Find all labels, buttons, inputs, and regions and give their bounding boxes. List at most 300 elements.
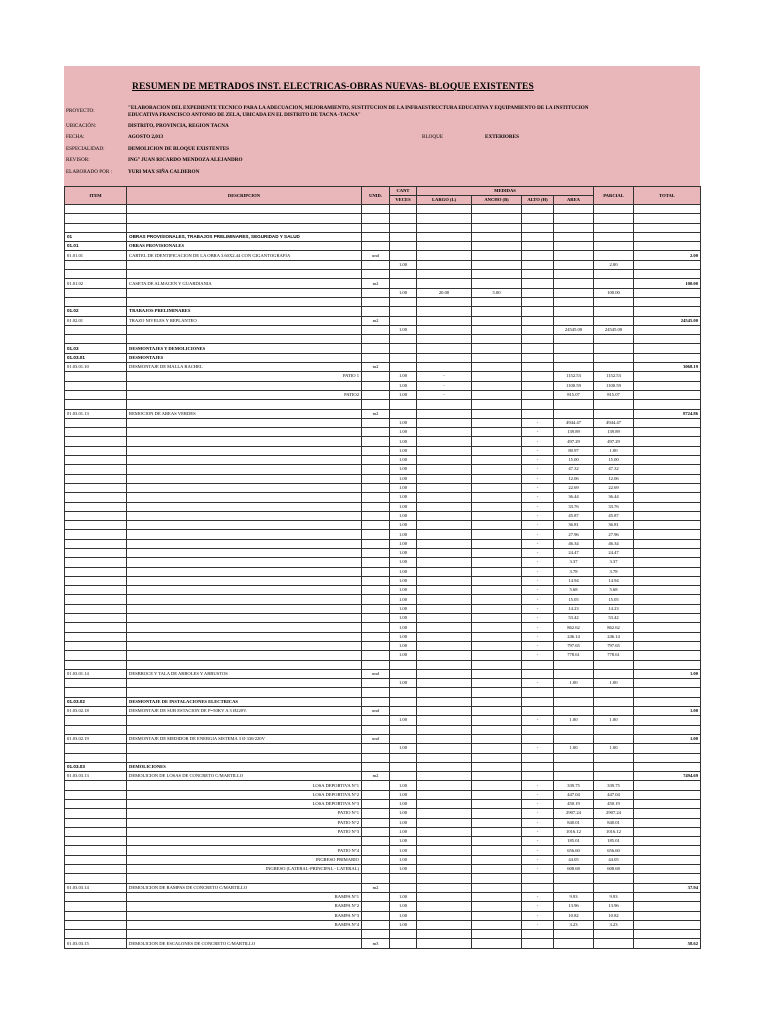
cell-desc bbox=[127, 725, 362, 734]
cell-desc bbox=[127, 270, 362, 279]
cell-alto bbox=[522, 734, 554, 743]
cell-parcial: 9.93 bbox=[594, 892, 634, 901]
cell-largo bbox=[417, 205, 472, 214]
cell-parcial bbox=[594, 251, 634, 260]
cell-veces bbox=[390, 307, 417, 316]
cell-alto bbox=[522, 223, 554, 232]
blank-row bbox=[65, 660, 701, 669]
table-row bbox=[65, 846, 701, 855]
cell-area: 53.42 bbox=[554, 614, 594, 623]
table-row bbox=[65, 456, 701, 465]
cell-desc bbox=[127, 614, 362, 623]
cell-area bbox=[554, 772, 594, 781]
partida-row bbox=[65, 883, 701, 892]
cell-alto bbox=[522, 232, 554, 241]
cell-veces bbox=[390, 409, 417, 418]
table-row bbox=[65, 614, 701, 623]
cell-largo bbox=[417, 353, 472, 362]
cell-veces: 1.00 bbox=[390, 474, 417, 483]
cell-ancho bbox=[472, 604, 522, 613]
cell-ancho bbox=[472, 530, 522, 539]
cell-ancho bbox=[472, 474, 522, 483]
cell-item: 01.03.02 bbox=[65, 697, 127, 706]
cell-total bbox=[634, 335, 701, 344]
cell-veces: 1.00 bbox=[390, 800, 417, 809]
cell-largo bbox=[417, 660, 472, 669]
cell-unid bbox=[362, 400, 390, 409]
cell-total bbox=[634, 846, 701, 855]
cell-alto bbox=[522, 288, 554, 297]
partida-row bbox=[65, 707, 701, 716]
cell-unid bbox=[362, 697, 390, 706]
cell-total bbox=[634, 790, 701, 799]
cell-unid bbox=[362, 567, 390, 576]
section-row bbox=[65, 697, 701, 706]
cell-ancho bbox=[472, 827, 522, 836]
cell-largo bbox=[417, 409, 472, 418]
cell-area: 1.00 bbox=[554, 716, 594, 725]
table-row bbox=[65, 818, 701, 827]
cell-desc bbox=[127, 214, 362, 223]
cell-largo: - bbox=[417, 372, 472, 381]
cell-largo bbox=[417, 734, 472, 743]
cell-area bbox=[554, 660, 594, 669]
document-title: RESUMEN DE METRADOS INST. ELECTRICAS-OBRAS NUEVAS- BLOQUE EXISTENTES bbox=[132, 82, 534, 92]
cell-item bbox=[65, 521, 127, 530]
cell-desc bbox=[127, 660, 362, 669]
cell-veces: 1.00 bbox=[390, 260, 417, 269]
cell-largo bbox=[417, 623, 472, 632]
cell-veces: 1.00 bbox=[390, 521, 417, 530]
cell-parcial: 2907.24 bbox=[594, 809, 634, 818]
cell-area bbox=[554, 930, 594, 939]
column-header-row-1 bbox=[65, 187, 701, 196]
table-row bbox=[65, 716, 701, 725]
cell-unid bbox=[362, 493, 390, 502]
cell-largo bbox=[417, 428, 472, 437]
cell-parcial bbox=[594, 707, 634, 716]
cell-parcial: 53.42 bbox=[594, 614, 634, 623]
cell-largo bbox=[417, 567, 472, 576]
cell-total: 1.00 bbox=[634, 669, 701, 678]
cell-ancho bbox=[472, 697, 522, 706]
cell-alto: - bbox=[522, 428, 554, 437]
cell-alto bbox=[522, 214, 554, 223]
cell-largo bbox=[417, 874, 472, 883]
cell-largo bbox=[417, 614, 472, 623]
table-row bbox=[65, 790, 701, 799]
cell-alto: - bbox=[522, 474, 554, 483]
cell-veces bbox=[390, 279, 417, 288]
cell-unid: m2 bbox=[362, 279, 390, 288]
cell-veces: 1.00 bbox=[390, 502, 417, 511]
cell-alto bbox=[522, 270, 554, 279]
cell-desc bbox=[127, 595, 362, 604]
cell-parcial: 12.06 bbox=[594, 474, 634, 483]
cell-unid bbox=[362, 456, 390, 465]
cell-item bbox=[65, 223, 127, 232]
cell-ancho bbox=[472, 632, 522, 641]
cell-veces: 1.00 bbox=[390, 744, 417, 753]
cell-total bbox=[634, 623, 701, 632]
cell-parcial bbox=[594, 874, 634, 883]
cell-alto bbox=[522, 660, 554, 669]
cell-desc: DESMONTAJES bbox=[127, 353, 362, 362]
cell-desc: CASETA DE ALMACEN Y GUARDIANIA bbox=[127, 279, 362, 288]
table-row bbox=[65, 586, 701, 595]
cell-alto bbox=[522, 372, 554, 381]
cell-item bbox=[65, 827, 127, 836]
cell-desc bbox=[127, 521, 362, 530]
cell-ancho bbox=[472, 679, 522, 688]
cell-item bbox=[65, 428, 127, 437]
cell-ancho bbox=[472, 586, 522, 595]
cell-desc bbox=[127, 418, 362, 427]
table-row bbox=[65, 651, 701, 660]
col-medidas: MEDIDAS bbox=[417, 187, 594, 196]
cell-veces: 1.00 bbox=[390, 790, 417, 799]
table-row bbox=[65, 641, 701, 650]
cell-total: 2.00 bbox=[634, 251, 701, 260]
cell-unid bbox=[362, 827, 390, 836]
cell-parcial: 14.94 bbox=[594, 576, 634, 585]
cell-alto: - bbox=[522, 902, 554, 911]
cell-parcial bbox=[594, 363, 634, 372]
cell-total bbox=[634, 446, 701, 455]
cell-largo bbox=[417, 939, 472, 948]
cell-ancho bbox=[472, 279, 522, 288]
cell-item bbox=[65, 465, 127, 474]
section-row bbox=[65, 232, 701, 241]
section-row bbox=[65, 762, 701, 771]
cell-ancho bbox=[472, 270, 522, 279]
cell-unid bbox=[362, 837, 390, 846]
cell-ancho bbox=[472, 660, 522, 669]
table-row bbox=[65, 800, 701, 809]
cell-parcial: 862.62 bbox=[594, 623, 634, 632]
cell-item bbox=[65, 790, 127, 799]
cell-veces: 1.00 bbox=[390, 632, 417, 641]
cell-desc: RAMPA N°1 bbox=[127, 892, 362, 901]
blank-row bbox=[65, 753, 701, 762]
cell-unid: m2 bbox=[362, 316, 390, 325]
cell-desc bbox=[127, 297, 362, 306]
cell-largo bbox=[417, 651, 472, 660]
cell-parcial: 1.00 bbox=[594, 446, 634, 455]
fecha-value: AGOSTO 2,013 bbox=[128, 134, 164, 140]
cell-ancho bbox=[472, 576, 522, 585]
cell-veces: 1.00 bbox=[390, 576, 417, 585]
cell-desc: REMOCION DE AREAS VERDES bbox=[127, 409, 362, 418]
cell-parcial bbox=[594, 697, 634, 706]
cell-parcial: 815.07 bbox=[594, 390, 634, 399]
blank-row bbox=[65, 874, 701, 883]
cell-veces bbox=[390, 930, 417, 939]
cell-desc bbox=[127, 837, 362, 846]
cell-item: 01.02.01 bbox=[65, 316, 127, 325]
cell-total bbox=[634, 205, 701, 214]
cell-area: 608.68 bbox=[554, 865, 594, 874]
cell-veces: 1.00 bbox=[390, 511, 417, 520]
cell-total bbox=[634, 892, 701, 901]
table-row bbox=[65, 679, 701, 688]
cell-veces bbox=[390, 753, 417, 762]
cell-area bbox=[554, 688, 594, 697]
cell-area: 15.05 bbox=[554, 595, 594, 604]
cell-total bbox=[634, 809, 701, 818]
cell-item: 01.03.02.18 bbox=[65, 707, 127, 716]
table-row bbox=[65, 920, 701, 929]
cell-ancho bbox=[472, 260, 522, 269]
cell-unid bbox=[362, 688, 390, 697]
cell-parcial: 24.47 bbox=[594, 548, 634, 557]
table-row bbox=[65, 892, 701, 901]
cell-largo bbox=[417, 521, 472, 530]
cell-item: 01.01.01 bbox=[65, 251, 127, 260]
cell-item bbox=[65, 474, 127, 483]
cell-ancho bbox=[472, 874, 522, 883]
cell-largo bbox=[417, 465, 472, 474]
cell-alto bbox=[522, 344, 554, 353]
partida-row bbox=[65, 316, 701, 325]
cell-parcial: 2.00 bbox=[594, 260, 634, 269]
table-row bbox=[65, 632, 701, 641]
cell-ancho bbox=[472, 920, 522, 929]
cell-ancho bbox=[472, 214, 522, 223]
cell-ancho bbox=[472, 846, 522, 855]
cell-veces: 1.00 bbox=[390, 567, 417, 576]
cell-area bbox=[554, 260, 594, 269]
cell-item bbox=[65, 837, 127, 846]
cell-total bbox=[634, 614, 701, 623]
document-header bbox=[64, 66, 700, 186]
cell-unid bbox=[362, 660, 390, 669]
cell-item: 01.03.01.10 bbox=[65, 363, 127, 372]
blank-row bbox=[65, 725, 701, 734]
cell-ancho bbox=[472, 883, 522, 892]
cell-item bbox=[65, 548, 127, 557]
cell-alto bbox=[522, 762, 554, 771]
cell-parcial bbox=[594, 930, 634, 939]
cell-largo bbox=[417, 270, 472, 279]
cell-alto: - bbox=[522, 632, 554, 641]
cell-ancho bbox=[472, 614, 522, 623]
cell-parcial: 33.76 bbox=[594, 502, 634, 511]
cell-item bbox=[65, 400, 127, 409]
cell-parcial: 3.23 bbox=[594, 920, 634, 929]
cell-parcial: 4944.47 bbox=[594, 418, 634, 427]
cell-item bbox=[65, 437, 127, 446]
cell-area: 24.47 bbox=[554, 548, 594, 557]
cell-veces: 1.00 bbox=[390, 586, 417, 595]
revisor-row bbox=[64, 155, 700, 166]
col-cant: CANT bbox=[390, 187, 417, 196]
cell-veces bbox=[390, 242, 417, 251]
cell-parcial bbox=[594, 734, 634, 743]
section-row bbox=[65, 353, 701, 362]
cell-alto: - bbox=[522, 521, 554, 530]
cell-ancho bbox=[472, 939, 522, 948]
cell-veces bbox=[390, 883, 417, 892]
cell-unid bbox=[362, 623, 390, 632]
cell-veces: 1.00 bbox=[390, 418, 417, 427]
table-body bbox=[65, 205, 701, 949]
ubicacion-row bbox=[64, 121, 700, 132]
cell-total bbox=[634, 576, 701, 585]
partida-row bbox=[65, 251, 701, 260]
cell-parcial: 608.68 bbox=[594, 865, 634, 874]
cell-veces: 1.00 bbox=[390, 288, 417, 297]
cell-largo bbox=[417, 781, 472, 790]
cell-area: 13.96 bbox=[554, 902, 594, 911]
especialidad-label: ESPECIALIDAD: bbox=[66, 146, 105, 152]
cell-area: 5.68 bbox=[554, 586, 594, 595]
cell-total bbox=[634, 651, 701, 660]
cell-area bbox=[554, 214, 594, 223]
cell-ancho bbox=[472, 409, 522, 418]
table-row bbox=[65, 744, 701, 753]
cell-total bbox=[634, 762, 701, 771]
cell-largo bbox=[417, 363, 472, 372]
cell-veces: 1.00 bbox=[390, 809, 417, 818]
cell-item bbox=[65, 641, 127, 650]
partida-row bbox=[65, 939, 701, 948]
cell-veces: 1.00 bbox=[390, 623, 417, 632]
cell-item: 01.03.01.13 bbox=[65, 409, 127, 418]
table-row bbox=[65, 911, 701, 920]
cell-item bbox=[65, 716, 127, 725]
cell-desc bbox=[127, 716, 362, 725]
cell-unid bbox=[362, 511, 390, 520]
cell-desc bbox=[127, 548, 362, 557]
cell-parcial bbox=[594, 270, 634, 279]
cell-item bbox=[65, 818, 127, 827]
cell-desc bbox=[127, 325, 362, 334]
cell-item bbox=[65, 604, 127, 613]
cell-parcial bbox=[594, 353, 634, 362]
cell-desc: INGRESO (LATERAL-PRINCIPAL - LATERAL) bbox=[127, 865, 362, 874]
cell-area: 139.89 bbox=[554, 428, 594, 437]
cell-unid bbox=[362, 307, 390, 316]
cell-alto bbox=[522, 205, 554, 214]
cell-largo bbox=[417, 641, 472, 650]
cell-total bbox=[634, 353, 701, 362]
cell-unid bbox=[362, 716, 390, 725]
cell-area bbox=[554, 363, 594, 372]
cell-unid: m2 bbox=[362, 772, 390, 781]
cell-total bbox=[634, 428, 701, 437]
cell-parcial: 27.96 bbox=[594, 530, 634, 539]
cell-total bbox=[634, 818, 701, 827]
table-row bbox=[65, 865, 701, 874]
cell-item: 01 bbox=[65, 232, 127, 241]
cell-desc bbox=[127, 604, 362, 613]
table-row bbox=[65, 483, 701, 492]
table-row bbox=[65, 465, 701, 474]
cell-desc bbox=[127, 623, 362, 632]
cell-parcial bbox=[594, 660, 634, 669]
cell-veces: 1.00 bbox=[390, 325, 417, 334]
section-row bbox=[65, 307, 701, 316]
cell-largo bbox=[417, 716, 472, 725]
cell-desc: DESBROCE Y TALA DE ARBOLES Y ARBUSTOS bbox=[127, 669, 362, 678]
cell-item: 01.03.03.14 bbox=[65, 883, 127, 892]
cell-unid bbox=[362, 920, 390, 929]
cell-alto bbox=[522, 335, 554, 344]
cell-veces: 1.00 bbox=[390, 372, 417, 381]
cell-area: 497.29 bbox=[554, 437, 594, 446]
proyecto-label: PROYECTO: bbox=[66, 108, 95, 114]
cell-area: 27.96 bbox=[554, 530, 594, 539]
table-row bbox=[65, 604, 701, 613]
cell-total bbox=[634, 567, 701, 576]
col-parcial: PARCIAL bbox=[594, 187, 634, 205]
cell-item bbox=[65, 381, 127, 390]
cell-area bbox=[554, 288, 594, 297]
cell-unid bbox=[362, 232, 390, 241]
cell-unid bbox=[362, 372, 390, 381]
table-row bbox=[65, 902, 701, 911]
cell-veces: 1.00 bbox=[390, 483, 417, 492]
cell-desc: LOSA DEPORTIVA N°3 bbox=[127, 800, 362, 809]
cell-largo bbox=[417, 400, 472, 409]
cell-alto: - bbox=[522, 790, 554, 799]
cell-area: 33.76 bbox=[554, 502, 594, 511]
cell-alto bbox=[522, 260, 554, 269]
cell-total bbox=[634, 297, 701, 306]
cell-largo bbox=[417, 307, 472, 316]
cell-unid bbox=[362, 270, 390, 279]
table-row bbox=[65, 595, 701, 604]
cell-desc: RAMPA N°2 bbox=[127, 902, 362, 911]
cell-item bbox=[65, 335, 127, 344]
cell-parcial: 656.60 bbox=[594, 846, 634, 855]
table-row bbox=[65, 530, 701, 539]
cell-desc: OBRAS PROVISIONALES bbox=[127, 242, 362, 251]
cell-ancho bbox=[472, 790, 522, 799]
cell-largo bbox=[417, 297, 472, 306]
cell-area: 2907.24 bbox=[554, 809, 594, 818]
cell-area: 1016.12 bbox=[554, 827, 594, 836]
cell-desc: INGRESO PRIMARIO bbox=[127, 855, 362, 864]
cell-desc bbox=[127, 511, 362, 520]
cell-alto: - bbox=[522, 623, 554, 632]
col-area: AREA bbox=[554, 196, 594, 205]
cell-area: 46.34 bbox=[554, 539, 594, 548]
cell-total bbox=[634, 679, 701, 688]
cell-desc bbox=[127, 456, 362, 465]
cell-item bbox=[65, 205, 127, 214]
cell-desc: RAMPA N°3 bbox=[127, 911, 362, 920]
cell-largo bbox=[417, 632, 472, 641]
cell-total bbox=[634, 781, 701, 790]
partida-row bbox=[65, 363, 701, 372]
cell-area: 246.14 bbox=[554, 632, 594, 641]
cell-unid bbox=[362, 539, 390, 548]
cell-area: 15.00 bbox=[554, 456, 594, 465]
cell-ancho bbox=[472, 223, 522, 232]
cell-unid: und bbox=[362, 734, 390, 743]
cell-largo bbox=[417, 753, 472, 762]
cell-desc: PATIO N°3 bbox=[127, 827, 362, 836]
cell-alto: - bbox=[522, 716, 554, 725]
cell-largo bbox=[417, 548, 472, 557]
fecha-row bbox=[64, 132, 700, 143]
cell-veces bbox=[390, 214, 417, 223]
cell-item bbox=[65, 418, 127, 427]
cell-alto: - bbox=[522, 418, 554, 427]
cell-parcial bbox=[594, 307, 634, 316]
